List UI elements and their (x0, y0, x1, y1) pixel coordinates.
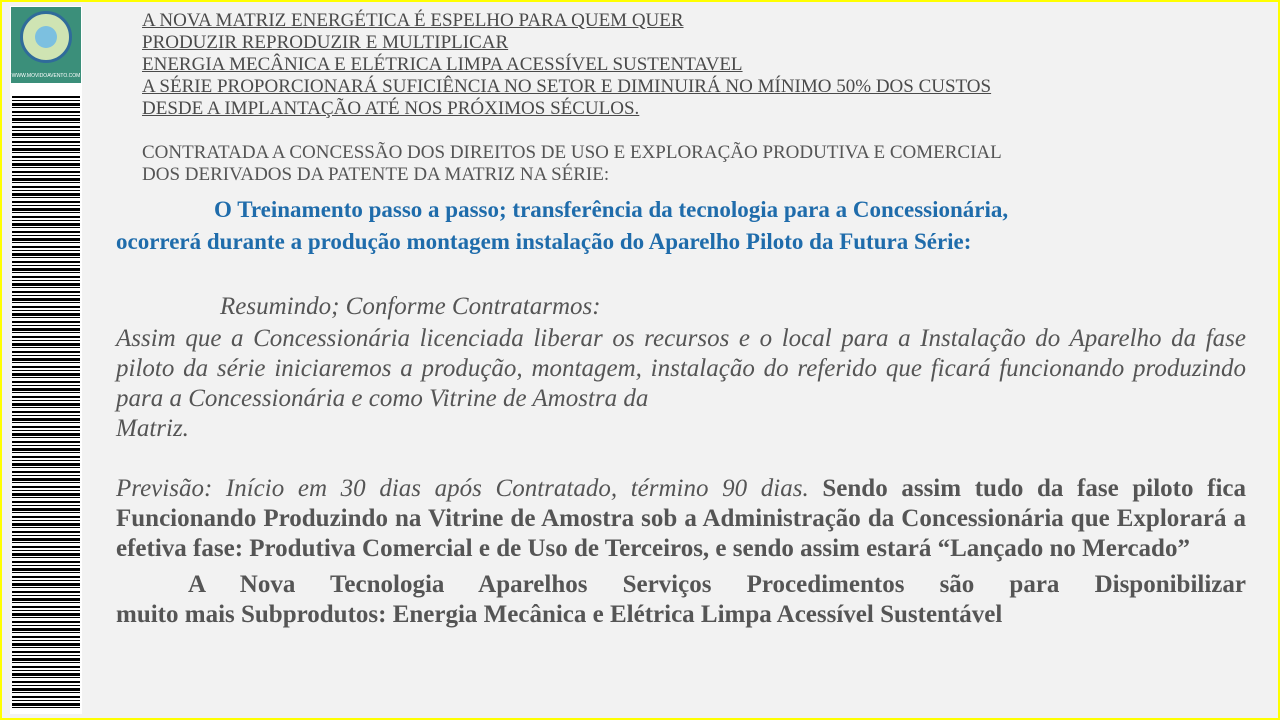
header-line-1: A NOVA MATRIZ ENERGÉTICA É ESPELHO PARA QUEM QUER (142, 10, 684, 31)
contract-line-1: CONTRATADA A CONCESSÃO DOS DIREITOS DE USO E EXPLORAÇÃO PRODUTIVA E COMERCIAL (142, 142, 1002, 163)
contract-block (142, 142, 1246, 186)
logo-emblem-icon (35, 26, 57, 48)
summary-paragraph-main: Assim que a Concessionária licenciada liberar os recursos e o local para a Instalação do Aparelho da fase piloto da série iniciaremos a produção, montagem, instalação do referido que ficará funcionando produzindo para a Concessionária e como Vitrine de Amostra da (116, 325, 1246, 412)
summary-paragraph-last: Matriz. (116, 415, 189, 442)
sidebar (10, 6, 82, 714)
closing-line-1: A Nova Tecnologia Aparelhos Serviços Procedimentos são para Disponibilizar (188, 571, 1246, 598)
document-content (116, 10, 1246, 630)
forecast-italic: Previsão: Início em 30 dias após Contratado, término 90 dias. (116, 475, 809, 502)
training-block (116, 194, 1246, 258)
closing-line-2: muito mais Subprodutos: Energia Mecânica e Elétrica Limpa Acessível Sustentável (116, 601, 1003, 628)
summary-paragraph (116, 324, 1246, 444)
logo-url-text: WWW.MOVIDOAVENTO.COM (11, 73, 81, 79)
contract-line-2: DOS DERIVADOS DA PATENTE DA MATRIZ NA SÉRIE: (142, 164, 610, 185)
header-block (142, 10, 1246, 120)
header-line-4: A SÉRIE PROPORCIONARÁ SUFICIÊNCIA NO SETOR E DIMINUIRÁ NO MÍNIMO 50% DOS CUSTOS (142, 76, 992, 97)
closing-paragraph (116, 570, 1246, 630)
summary-heading: Resumindo; Conforme Contratarmos: (220, 293, 601, 320)
company-logo (11, 7, 81, 83)
training-line-1: O Treinamento passo a passo; transferência da tecnologia para a Concessionária, (214, 197, 1009, 222)
forecast-bold: Sendo assim tudo da fase piloto fica Funcionando Produzindo na Vitrine de Amostra sob a Administração da Concessionária que Explorará a efetiva fase: Produtiva Comercial e de Uso de Terceiros, e sendo assim estará “Lançado no Mercado” (116, 475, 1246, 562)
forecast-paragraph (116, 474, 1246, 564)
header-line-5: DESDE A IMPLANTAÇÃO ATÉ NOS PRÓXIMOS SÉCULOS. (142, 98, 640, 119)
header-line-2: PRODUZIR REPRODUZIR E MULTIPLICAR (142, 32, 509, 53)
header-line-3: ENERGIA MECÂNICA E ELÉTRICA LIMPA ACESSÍVEL SUSTENTAVEL (142, 54, 743, 75)
logo-badge-icon (20, 11, 72, 63)
training-line-2: ocorrerá durante a produção montagem instalação do Aparelho Piloto da Futura Série: (116, 229, 972, 254)
barcode-strip (12, 96, 80, 708)
